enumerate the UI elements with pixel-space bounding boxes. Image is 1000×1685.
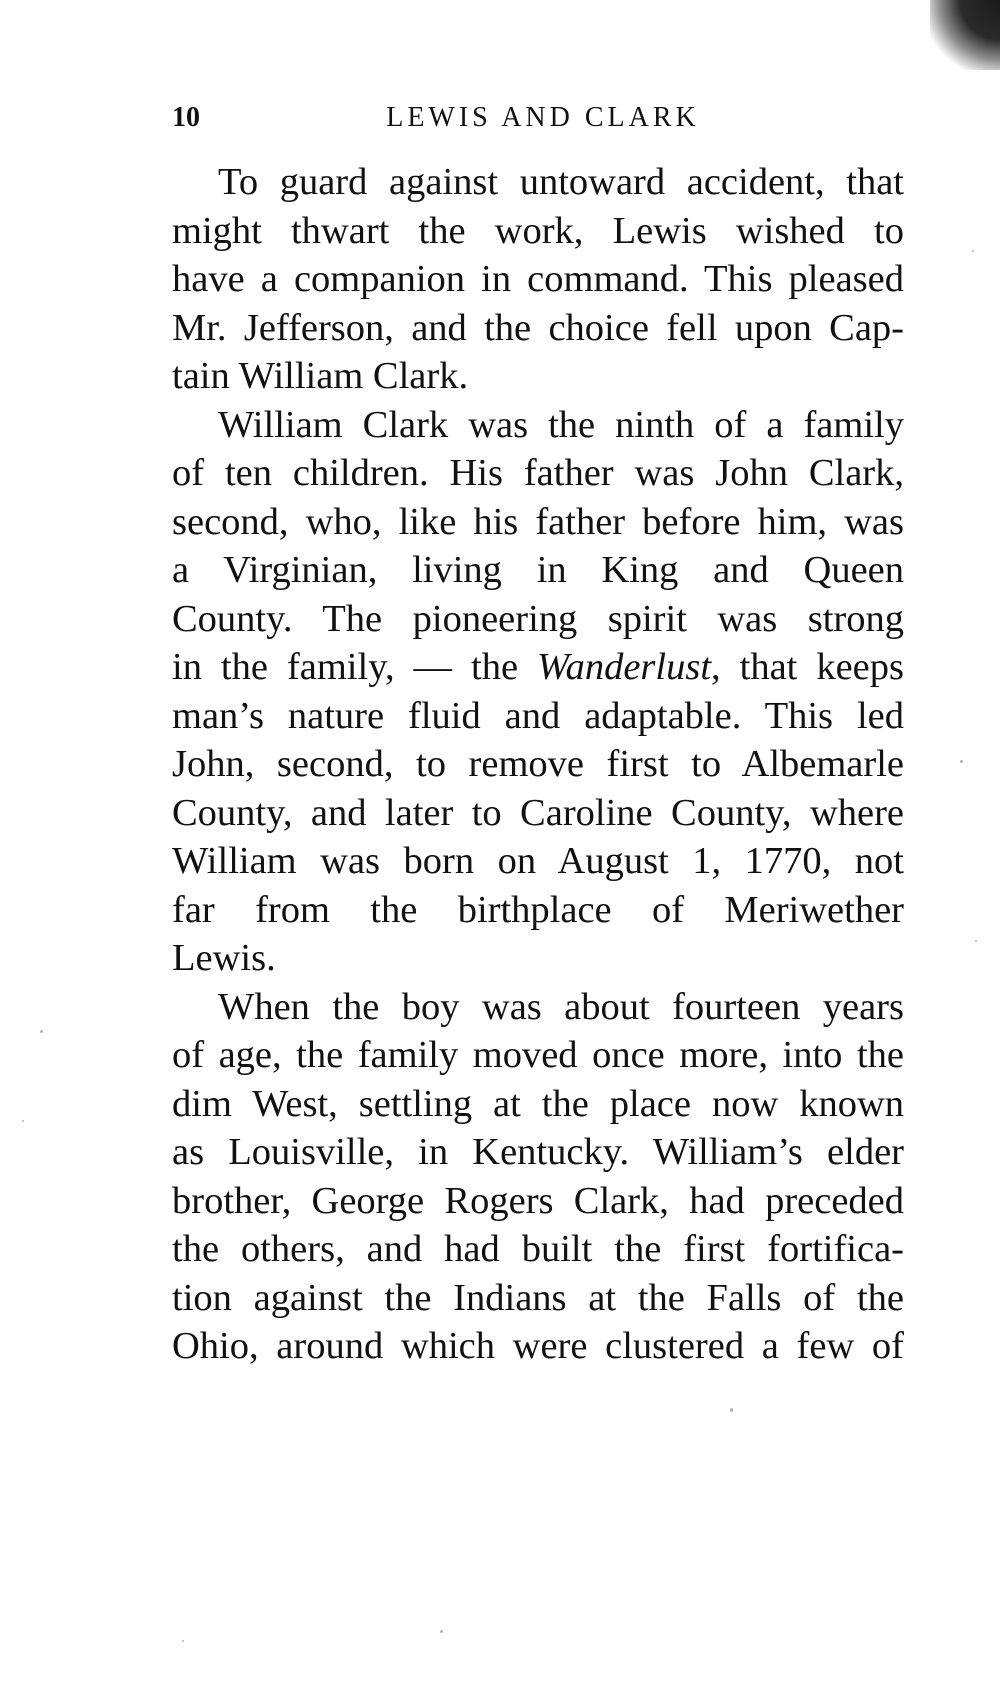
- text-line: dim West, settling at the place now known: [172, 1082, 904, 1125]
- text-line: William Clark was the ninth of a family: [218, 403, 904, 446]
- text-line: Ohio, around which were clustered a few of: [172, 1325, 904, 1367]
- page-number: 10: [172, 102, 200, 133]
- page-header: [172, 102, 904, 142]
- text-line: brother, George Rogers Clark, had preceded: [172, 1179, 904, 1222]
- text-line: Lewis.: [172, 937, 276, 979]
- text-line: When the boy was about fourteen years: [218, 985, 904, 1028]
- text-line: man’s nature fluid and adaptable. This led: [172, 694, 904, 737]
- text-line: Mr. Jefferson, and the choice fell upon Cap-: [172, 306, 904, 349]
- scan-speck: [40, 1030, 43, 1033]
- running-head: LEWIS AND CLARK: [386, 102, 700, 133]
- text-line-emphasis: [172, 643, 904, 692]
- text-line: as Louisville, in Kentucky. William’s elder: [172, 1131, 904, 1173]
- text-line: William was born on August 1, 1770, not: [172, 840, 904, 882]
- italic-term: Wanderlust: [537, 646, 712, 688]
- text-line: To guard against untoward accident, that: [218, 161, 904, 203]
- text-run: , that keeps: [711, 646, 905, 688]
- text-line: a Virginian, living in King and Queen: [172, 549, 904, 591]
- paragraph: [172, 401, 904, 983]
- text-line: the others, and had built the first fortifica-: [172, 1228, 904, 1270]
- scan-shadow: [930, 0, 1000, 70]
- paragraph: [172, 983, 904, 1371]
- text-line: of age, the family moved once more, into the: [172, 1034, 904, 1076]
- text-run: in the family, — the: [172, 646, 538, 688]
- scan-speck: [730, 1408, 733, 1412]
- body-text: [172, 158, 904, 1371]
- text-line: tain William Clark.: [172, 355, 469, 397]
- text-line: County, and later to Caroline County, where: [172, 791, 904, 834]
- scan-speck: [960, 760, 963, 763]
- text-line: of ten children. His father was John Clark,: [172, 452, 904, 494]
- text-line: might thwart the work, Lewis wished to: [172, 209, 904, 252]
- scan-speck: [972, 250, 974, 252]
- text-line: County. The pioneering spirit was strong: [172, 597, 904, 640]
- scan-speck: [975, 940, 977, 942]
- text-line: tion against the Indians at the Falls of the: [172, 1276, 904, 1319]
- text-line: have a companion in command. This pleased: [172, 258, 904, 300]
- text-line: second, who, like his father before him, was: [172, 500, 904, 543]
- text-line: far from the birthplace of Meriwether: [172, 888, 904, 931]
- scan-speck: [182, 1640, 184, 1642]
- scan-speck: [22, 1120, 24, 1122]
- scan-speck: [440, 1630, 443, 1633]
- text-line: John, second, to remove first to Albemarle: [172, 743, 904, 785]
- paragraph: [172, 158, 904, 401]
